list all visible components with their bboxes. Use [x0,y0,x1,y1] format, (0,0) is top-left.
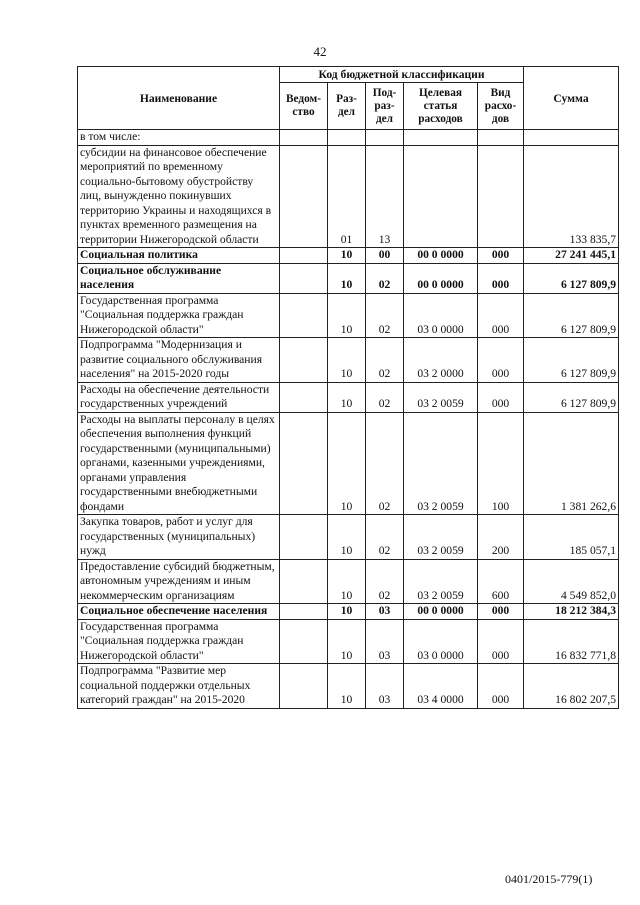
cell-podrazdel: 03 [366,619,404,664]
cell-vedomstvo [280,619,328,664]
cell-podrazdel: 02 [366,382,404,412]
header-razdel: Раз-дел [328,83,366,130]
cell-razdel: 10 [328,515,366,560]
cell-vid-raskhodov [478,130,524,146]
cell-vid-raskhodov: 000 [478,619,524,664]
cell-podrazdel: 00 [366,248,404,264]
cell-name: Подпрограмма "Модернизация и развитие социального обслуживания населения" на 2015-2020 годы [78,338,280,383]
header-summa: Сумма [524,67,619,130]
cell-vid-raskhodov: 100 [478,412,524,515]
cell-vedomstvo [280,293,328,338]
cell-name: субсидии на финансовое обеспечение мероприятий по временному социально-бытовому обустройству лиц, вынужденно покинувших территорию Украины и находящихся в пунктах временного размещения на территории Нижегородской области [78,145,280,248]
cell-podrazdel: 02 [366,338,404,383]
cell-summa: 6 127 809,9 [524,263,619,293]
cell-summa: 16 802 207,5 [524,664,619,709]
cell-tselevaya-statya: 00 0 0000 [404,604,478,620]
cell-name: Закупка товаров, работ и услуг для государственных (муниципальных) нужд [78,515,280,560]
cell-name: Государственная программа "Социальная поддержка граждан Нижегородской области" [78,293,280,338]
table-row [78,248,619,264]
cell-podrazdel: 03 [366,664,404,709]
table-row [78,559,619,604]
cell-summa [524,130,619,146]
cell-tselevaya-statya: 03 0 0000 [404,619,478,664]
table-row [78,515,619,560]
cell-razdel: 10 [328,604,366,620]
budget-table [77,66,619,709]
cell-summa: 16 832 771,8 [524,619,619,664]
cell-vedomstvo [280,130,328,146]
cell-vid-raskhodov [478,145,524,248]
cell-podrazdel: 02 [366,293,404,338]
cell-razdel: 10 [328,412,366,515]
cell-vid-raskhodov: 000 [478,263,524,293]
table-row [78,604,619,620]
cell-razdel: 01 [328,145,366,248]
cell-summa: 133 835,7 [524,145,619,248]
cell-vid-raskhodov: 000 [478,664,524,709]
cell-summa: 27 241 445,1 [524,248,619,264]
table-row [78,263,619,293]
table-body [78,130,619,709]
cell-name: Расходы на обеспечение деятельности государственных учреждений [78,382,280,412]
cell-vedomstvo [280,248,328,264]
header-vedomstvo: Ведом-ство [280,83,328,130]
cell-vedomstvo [280,559,328,604]
header-vid-raskhodov: Вид расхо-дов [478,83,524,130]
cell-tselevaya-statya: 03 4 0000 [404,664,478,709]
cell-podrazdel: 02 [366,515,404,560]
cell-summa: 6 127 809,9 [524,293,619,338]
cell-summa: 1 381 262,6 [524,412,619,515]
cell-podrazdel [366,130,404,146]
cell-vedomstvo [280,515,328,560]
cell-tselevaya-statya: 00 0 0000 [404,263,478,293]
cell-tselevaya-statya: 03 2 0059 [404,515,478,560]
cell-vid-raskhodov: 000 [478,248,524,264]
cell-podrazdel: 13 [366,145,404,248]
cell-vid-raskhodov: 600 [478,559,524,604]
header-code-group: Код бюджетной классификации [280,67,524,83]
cell-vedomstvo [280,382,328,412]
cell-razdel: 10 [328,382,366,412]
cell-name: Социальное обслуживание населения [78,263,280,293]
cell-tselevaya-statya [404,130,478,146]
cell-name: Государственная программа "Социальная поддержка граждан Нижегородской области" [78,619,280,664]
cell-tselevaya-statya: 00 0 0000 [404,248,478,264]
cell-summa: 6 127 809,9 [524,382,619,412]
table-row [78,145,619,248]
cell-podrazdel: 02 [366,559,404,604]
table-row [78,338,619,383]
table-row [78,130,619,146]
cell-vedomstvo [280,338,328,383]
table-row [78,293,619,338]
cell-razdel: 10 [328,619,366,664]
cell-vedomstvo [280,664,328,709]
table-row [78,664,619,709]
cell-summa: 4 549 852,0 [524,559,619,604]
cell-razdel: 10 [328,248,366,264]
cell-vid-raskhodov: 000 [478,604,524,620]
page-number: 42 [313,44,327,59]
cell-tselevaya-statya: 03 0 0000 [404,293,478,338]
cell-name: Предоставление субсидий бюджетным, автономным учреждениям и иным некоммерческим организациям [78,559,280,604]
cell-vedomstvo [280,604,328,620]
document-code: 0401/2015-779(1) [505,872,593,886]
cell-tselevaya-statya: 03 2 0059 [404,382,478,412]
cell-name: Расходы на выплаты персоналу в целях обеспечения выполнения функций государственными (муниципальными) органами, казенными учреждениями, органами управления государственными внебюджетными фондами [78,412,280,515]
cell-name: Социальная политика [78,248,280,264]
cell-name: в том числе: [78,130,280,146]
cell-razdel: 10 [328,559,366,604]
cell-summa: 6 127 809,9 [524,338,619,383]
cell-podrazdel: 02 [366,412,404,515]
cell-vid-raskhodov: 000 [478,338,524,383]
cell-name: Социальное обеспечение населения [78,604,280,620]
cell-podrazdel: 02 [366,263,404,293]
table-row [78,412,619,515]
cell-razdel: 10 [328,263,366,293]
cell-vid-raskhodov: 200 [478,515,524,560]
cell-vedomstvo [280,263,328,293]
cell-tselevaya-statya [404,145,478,248]
cell-vedomstvo [280,412,328,515]
table-row [78,619,619,664]
cell-tselevaya-statya: 03 2 0059 [404,559,478,604]
cell-razdel: 10 [328,293,366,338]
cell-vid-raskhodov: 000 [478,382,524,412]
cell-vedomstvo [280,145,328,248]
header-tselevaya-statya: Целевая статья расходов [404,83,478,130]
cell-razdel: 10 [328,338,366,383]
cell-tselevaya-statya: 03 2 0059 [404,412,478,515]
table-row [78,382,619,412]
cell-razdel [328,130,366,146]
header-name: Наименование [78,67,280,130]
cell-podrazdel: 03 [366,604,404,620]
cell-vid-raskhodov: 000 [478,293,524,338]
cell-summa: 18 212 384,3 [524,604,619,620]
cell-name: Подпрограмма "Развитие мер социальной поддержки отдельных категорий граждан" на 2015-2020 [78,664,280,709]
header-podrazdel: Под-раз-дел [366,83,404,130]
cell-tselevaya-statya: 03 2 0000 [404,338,478,383]
cell-summa: 185 057,1 [524,515,619,560]
cell-razdel: 10 [328,664,366,709]
